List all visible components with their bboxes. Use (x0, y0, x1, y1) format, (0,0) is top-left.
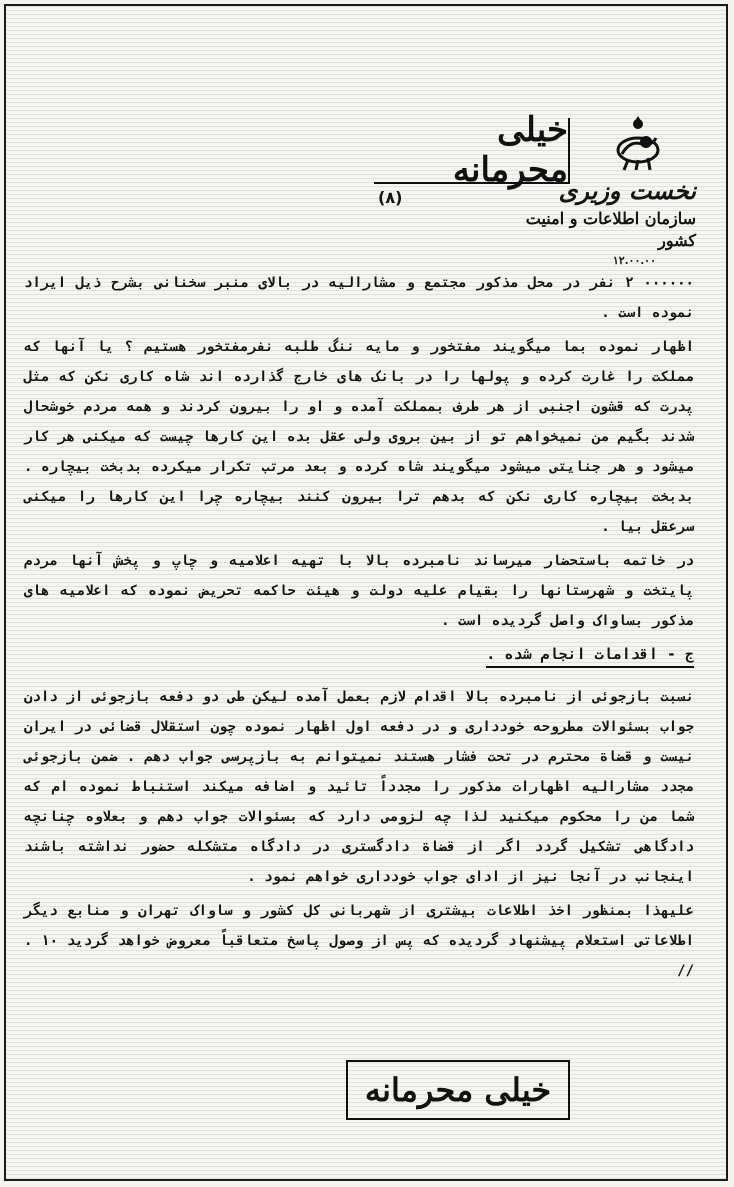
paragraph-speech: اظهار نموده بما میگویند مفتخور و مایه ننگ طلبه نفرمفتخور هستیم ؟ یا آنها که مملکت را غارت کرده و پولها را در بانک های خارج گذارده اند شاه کاری نکن که مثل پدرت که قشون اجنبی از هر طرف بمملکت آمده و او را بیرون کردند و همه مردم خوشحال شدند بگیم من نمیخواهم تو از بین بروی ولی عقل بده این کارها چیست که میکنی هر کار میشود و هر جنایتی میشود میگویند شاه کرده و بعد مرتب تکرار میکرده بدبخت بیچاره . بدبخت بیچاره کاری نکن که بدهم ترا بیرون کنند بیچاره چرا این کارها را میکنی سرعقل بیا . (24, 339, 694, 535)
lion-and-sun-emblem-icon (612, 114, 664, 176)
paragraph-interrogation: نسبت بازجوئی از نامبرده بالا اقدام لازم بعمل آمده لیکن طی دو دفعه بازجوئی از دادن جواب بسئوالات مطروحه خودداری و در دفعه اول اظهار نموده چون استقلال قضائی در ایران نیست و قضاة محترم در تحت فشار هستند نمیتوانم به بازپرسی جواب دهم . ضمن بازجوئی مجدد مشارالیه اظهارات مذکور را مجدداً تائید و اضافه میکند استنباط نموده ام که شما من را محکوم میکنید لذا چه لزومی دارد که بسئوالات جواب دهم و بعلاوه چنانچه دادگاهی تشکیل گردد اگر از قضاة دادگستری در دادگاه متشکله حضور نداشته باشند اینجانب در آنجا نیز از ادای جواب خودداری خواهم نمود . (24, 689, 694, 885)
section-heading: ج - اقدامات انجام شده . (486, 642, 694, 668)
paragraph-intro: ۰۰۰۰۰۰ ۲ نفر در محل مذکور مجتمع و مشارالیه در بالای منبر سخنانی بشرح ذیل ایراد نموده است . (24, 275, 694, 321)
ministry-title: نخست وزیری (558, 176, 696, 205)
document-page (4, 4, 728, 1181)
document-number: ۱۲.۰۰.۰۰ (612, 254, 656, 267)
paragraph-conclusion: در خاتمه باستحضار میرساند نامبرده بالا با تهیه اعلامیه و چاپ و پخش آنها مردم پایتخت و شهرستانها را بقیام علیه دولت و هیئت حاکمه تحریض نموده که اعلامیه های مذکور بساواک واصل گردیده است . (24, 553, 694, 629)
paragraph-followup: علیهذا بمنظور اخذ اطلاعات بیشتری از شهربانی کل کشور و ساواک تهران و منابع دیگر اطلاعاتی استعلام پیشنهاد گردیده که پس از وصول پاسخ متعاقباً معروض خواهد گردید ۱۰ . // (24, 903, 694, 979)
page-number: (۸) (378, 188, 403, 207)
top-confidential-stamp: خیلی محرمانه (374, 118, 570, 184)
letterhead (506, 176, 696, 268)
document-body (24, 268, 694, 986)
bottom-confidential-stamp: خیلی محرمانه (346, 1060, 570, 1120)
organization-name: سازمان اطلاعات و امنیت کشور (525, 209, 696, 250)
